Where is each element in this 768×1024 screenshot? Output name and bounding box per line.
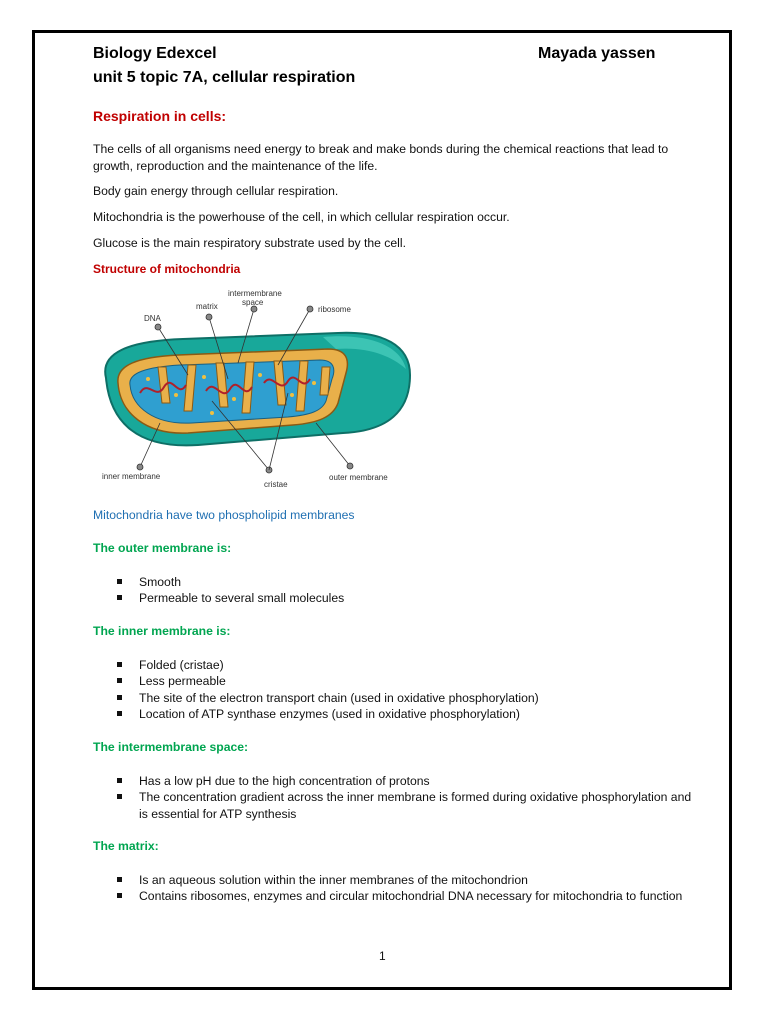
label-intermembrane-1: intermembrane bbox=[228, 289, 282, 298]
inner-membrane-list bbox=[93, 657, 693, 723]
header-subject: Biology Edexcel bbox=[93, 45, 217, 62]
list-item: Less permeable bbox=[93, 673, 693, 689]
intro-paragraph-1: The cells of all organisms need energy to break and make bonds during the chemical reactions that lead to growth, reproduction and the maintenance of the life. bbox=[93, 142, 669, 173]
label-inner-membrane: inner membrane bbox=[102, 472, 161, 481]
membranes-note: Mitochondria have two phospholipid membranes bbox=[93, 508, 355, 522]
intermembrane-heading: The intermembrane space: bbox=[93, 740, 249, 754]
matrix-heading: The matrix: bbox=[93, 839, 159, 853]
header-unit: unit 5 topic 7A, cellular respiration bbox=[93, 69, 356, 86]
intro-paragraph-4: Glucose is the main respiratory substrate used by the cell. bbox=[93, 236, 406, 250]
list-item: Location of ATP synthase enzymes (used in oxidative phosphorylation) bbox=[93, 706, 693, 722]
label-dna: DNA bbox=[144, 314, 161, 323]
label-outer-membrane: outer membrane bbox=[329, 473, 388, 482]
intro-paragraph-2: Body gain energy through cellular respiration. bbox=[93, 184, 339, 198]
inner-membrane-heading: The inner membrane is: bbox=[93, 624, 231, 638]
structure-heading: Structure of mitochondria bbox=[93, 262, 241, 276]
section-title: Respiration in cells: bbox=[93, 108, 227, 124]
intro-paragraph-3: Mitochondria is the powerhouse of the cell, in which cellular respiration occur. bbox=[93, 210, 510, 224]
list-item: Permeable to several small molecules bbox=[93, 590, 693, 606]
label-matrix: matrix bbox=[196, 302, 218, 311]
label-cristae: cristae bbox=[264, 480, 288, 489]
label-intermembrane-2: space bbox=[242, 298, 264, 307]
list-item: The concentration gradient across the inner membrane is formed during oxidative phosphorylation and is essential for ATP synthesis bbox=[93, 789, 693, 822]
list-item: Folded (cristae) bbox=[93, 657, 693, 673]
header-author: Mayada yassen bbox=[538, 45, 656, 62]
list-item: Smooth bbox=[93, 574, 693, 590]
list-item: Has a low pH due to the high concentration of protons bbox=[93, 773, 693, 789]
list-item: Contains ribosomes, enzymes and circular mitochondrial DNA necessary for mitochondria to function bbox=[93, 888, 693, 904]
outer-membrane-list bbox=[93, 574, 693, 607]
list-item: The site of the electron transport chain (used in oxidative phosphorylation) bbox=[93, 690, 693, 706]
intermembrane-list bbox=[93, 773, 693, 822]
list-item: Is an aqueous solution within the inner membranes of the mitochondrion bbox=[93, 872, 693, 888]
label-ribosome: ribosome bbox=[318, 305, 351, 314]
mitochondrion-diagram bbox=[88, 283, 413, 493]
page-number: 1 bbox=[379, 949, 386, 963]
matrix-list bbox=[93, 872, 693, 905]
outer-membrane-heading: The outer membrane is: bbox=[93, 541, 232, 555]
